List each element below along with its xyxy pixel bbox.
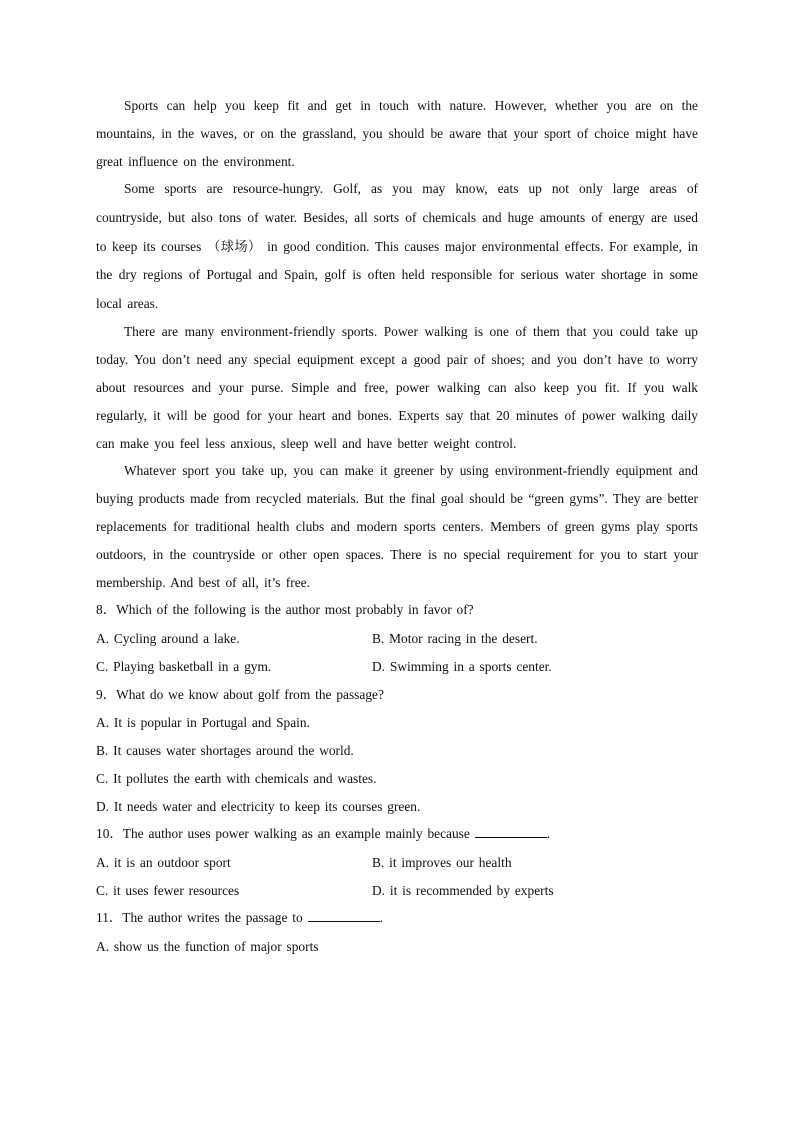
question-9 <box>96 681 698 821</box>
stem-end: . <box>379 910 383 926</box>
question-stem: 10．The author uses power walking as an example mainly because <box>96 826 470 842</box>
answer-blank <box>475 825 547 838</box>
question-stem-line <box>96 904 698 933</box>
option-c: C. It pollutes the earth with chemicals and wastes. <box>96 770 377 786</box>
question-stem-line <box>96 820 698 849</box>
question-stem: 8．Which of the following is the author most probably in favor of? <box>96 602 474 618</box>
option-a: A. It is popular in Portugal and Spain. <box>96 715 310 731</box>
option-a: A. Cycling around a lake. <box>96 630 240 646</box>
question-stem: 11．The author writes the passage to <box>96 910 303 926</box>
option-a: A. it is an outdoor sport <box>96 854 231 870</box>
passage-paragraph-4: Whatever sport you take up, you can make it greener by using environment-friendly equipment and buying products made from recycled materials. But the final goal should be “green gyms”. They are better replacements for traditional health clubs and modern sports centers. Members of green gyms play sports outdoors, in the countryside or other open spaces. There is no special requirement for you to start your membership. And best of all, it’s free. <box>96 463 698 590</box>
question-10 <box>96 820 698 904</box>
option-a: A. show us the function of major sports <box>96 939 319 955</box>
option-b: B. Motor racing in the desert. <box>372 630 538 646</box>
exam-page <box>96 92 698 961</box>
option-c: C. Playing basketball in a gym. <box>96 658 272 674</box>
option-b: B. It causes water shortages around the world. <box>96 742 354 758</box>
passage-paragraph-2: Some sports are resource-hungry. Golf, as you may know, eats up not only large areas of countryside, but also tons of water. Besides, all sorts of chemicals and huge amounts of energy are used to keep its courses （球场） in good condition. This causes major environmental effects. For example, in the dry regions of Portugal and Spain, golf is often held responsible for serious water shortage in some local areas. <box>96 181 698 311</box>
question-11 <box>96 904 698 960</box>
answer-blank <box>308 909 380 922</box>
question-8 <box>96 596 698 680</box>
question-stem: 9．What do we know about golf from the passage? <box>96 686 384 702</box>
option-row <box>96 653 698 681</box>
option-c: C. it uses fewer resources <box>96 882 240 898</box>
option-row <box>96 625 698 653</box>
passage-paragraph-3: There are many environment-friendly sports. Power walking is one of them that you could take up today. You don’t need any special equipment except a good pair of shoes; and you don’t have to worry about resources and your purse. Simple and free, power walking can also keep you fit. If you walk regularly, it will be good for your heart and bones. Experts say that 20 minutes of power walking daily can make you feel less anxious, sleep well and have better weight control. <box>96 324 698 451</box>
option-row <box>96 849 698 877</box>
option-d: D. It needs water and electricity to keep its courses green. <box>96 798 421 814</box>
option-d: D. it is recommended by experts <box>372 882 554 898</box>
stem-end: . <box>546 826 551 842</box>
option-b: B. it improves our health <box>372 854 512 870</box>
passage-paragraph-1: Sports can help you keep fit and get in touch with nature. However, whether you are on the mountains, in the waves, or on the grassland, you should be aware that your sport of choice might have great influence on the environment. <box>96 98 698 169</box>
option-d: D. Swimming in a sports center. <box>372 658 552 674</box>
option-row <box>96 877 698 905</box>
